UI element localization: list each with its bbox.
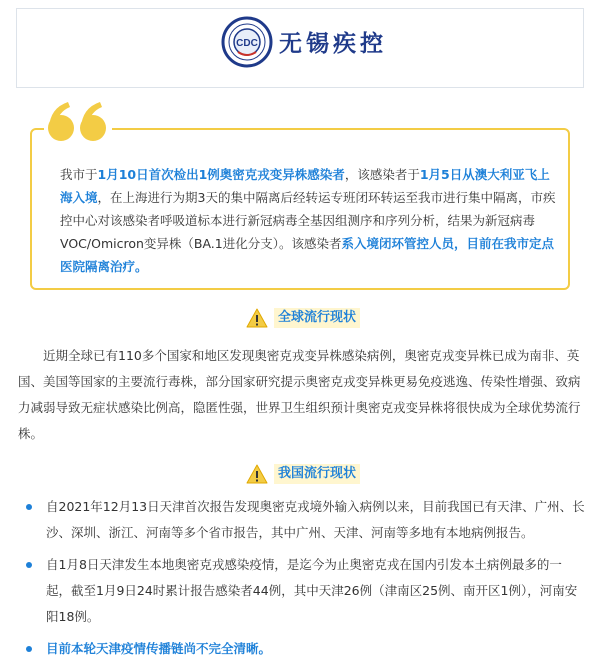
- list-item-text: 自2021年12月13日天津首次报告发现奥密克戎境外输入病例以来，目前我国已有天津、广州、长沙、深圳、浙江、河南等多个省市报告，其中广州、天津、河南等多地有本地病例报告。: [46, 499, 585, 540]
- list-item-text: 自1月8日天津发生本地奥密克戎感染疫情，是迄今为止奥密克戎在国内引发本土病例最多的一起，截至1月9日24时累计报告感染者44例，其中天津26例（津南区25例、南开区1例），河南安阳18例。: [46, 557, 578, 624]
- list-item: [18, 494, 586, 546]
- quote-segment: ，该感染者于: [344, 167, 420, 182]
- quote-highlight: 1月10日首次检出1例奥密克戎变异株感染者: [97, 167, 345, 182]
- quote-mark-icon: [44, 98, 112, 150]
- section-title-china: [246, 462, 360, 486]
- quote-segment: ，在上海进行为期3天的集中隔离后经转运专班闭环转运至我市进行集中隔离，市疾控中心对该感染者呼吸道标本进行新冠病毒全基因组测序和序列分析，结果为新冠病毒VOC/Omicron变异株（BA.1进化分支）。该感染者: [60, 190, 556, 251]
- global-paragraph: 近期全球已有110多个国家和地区发现奥密克戎变异株感染病例，奥密克戎变异株已成为南非、英国、美国等国家的主要流行毒株，部分国家研究提示奥密克戎变异株更易免疫逃逸、传染性增强、致病力减弱导致无症状感染比例高，隐匿性强，世界卫生组织预计奥密克戎变异株将很快成为全球优势流行株。: [18, 348, 581, 441]
- svg-text:CDC: CDC: [236, 38, 258, 49]
- bullet-dot-icon: [26, 646, 32, 652]
- quote-highlight: 1月5日从澳大利亚飞上海入境: [60, 167, 550, 205]
- section-title-label: 我国流行现状: [274, 464, 360, 484]
- brand-name: 无锡疾控: [279, 31, 387, 57]
- section-title-global: [246, 306, 360, 330]
- warning-icon: [246, 308, 268, 328]
- bullet-dot-icon: [26, 562, 32, 568]
- china-bullet-list: [18, 494, 586, 668]
- header-banner: [16, 8, 584, 88]
- bullet-dot-icon: [26, 504, 32, 510]
- section-title-label: 全球流行现状: [274, 308, 360, 328]
- list-item: [18, 552, 586, 630]
- quote-segment: 我市于: [60, 167, 98, 182]
- cdc-emblem-icon: [221, 16, 273, 68]
- warning-icon: [246, 464, 268, 484]
- list-item-text: 目前本轮天津疫情传播链尚不完全清晰。: [46, 641, 272, 656]
- quote-highlight: 系入境闭环管控人员，目前在我市定点医院隔离治疗。: [60, 236, 555, 274]
- quote-text: [60, 163, 558, 278]
- list-item: [18, 636, 586, 662]
